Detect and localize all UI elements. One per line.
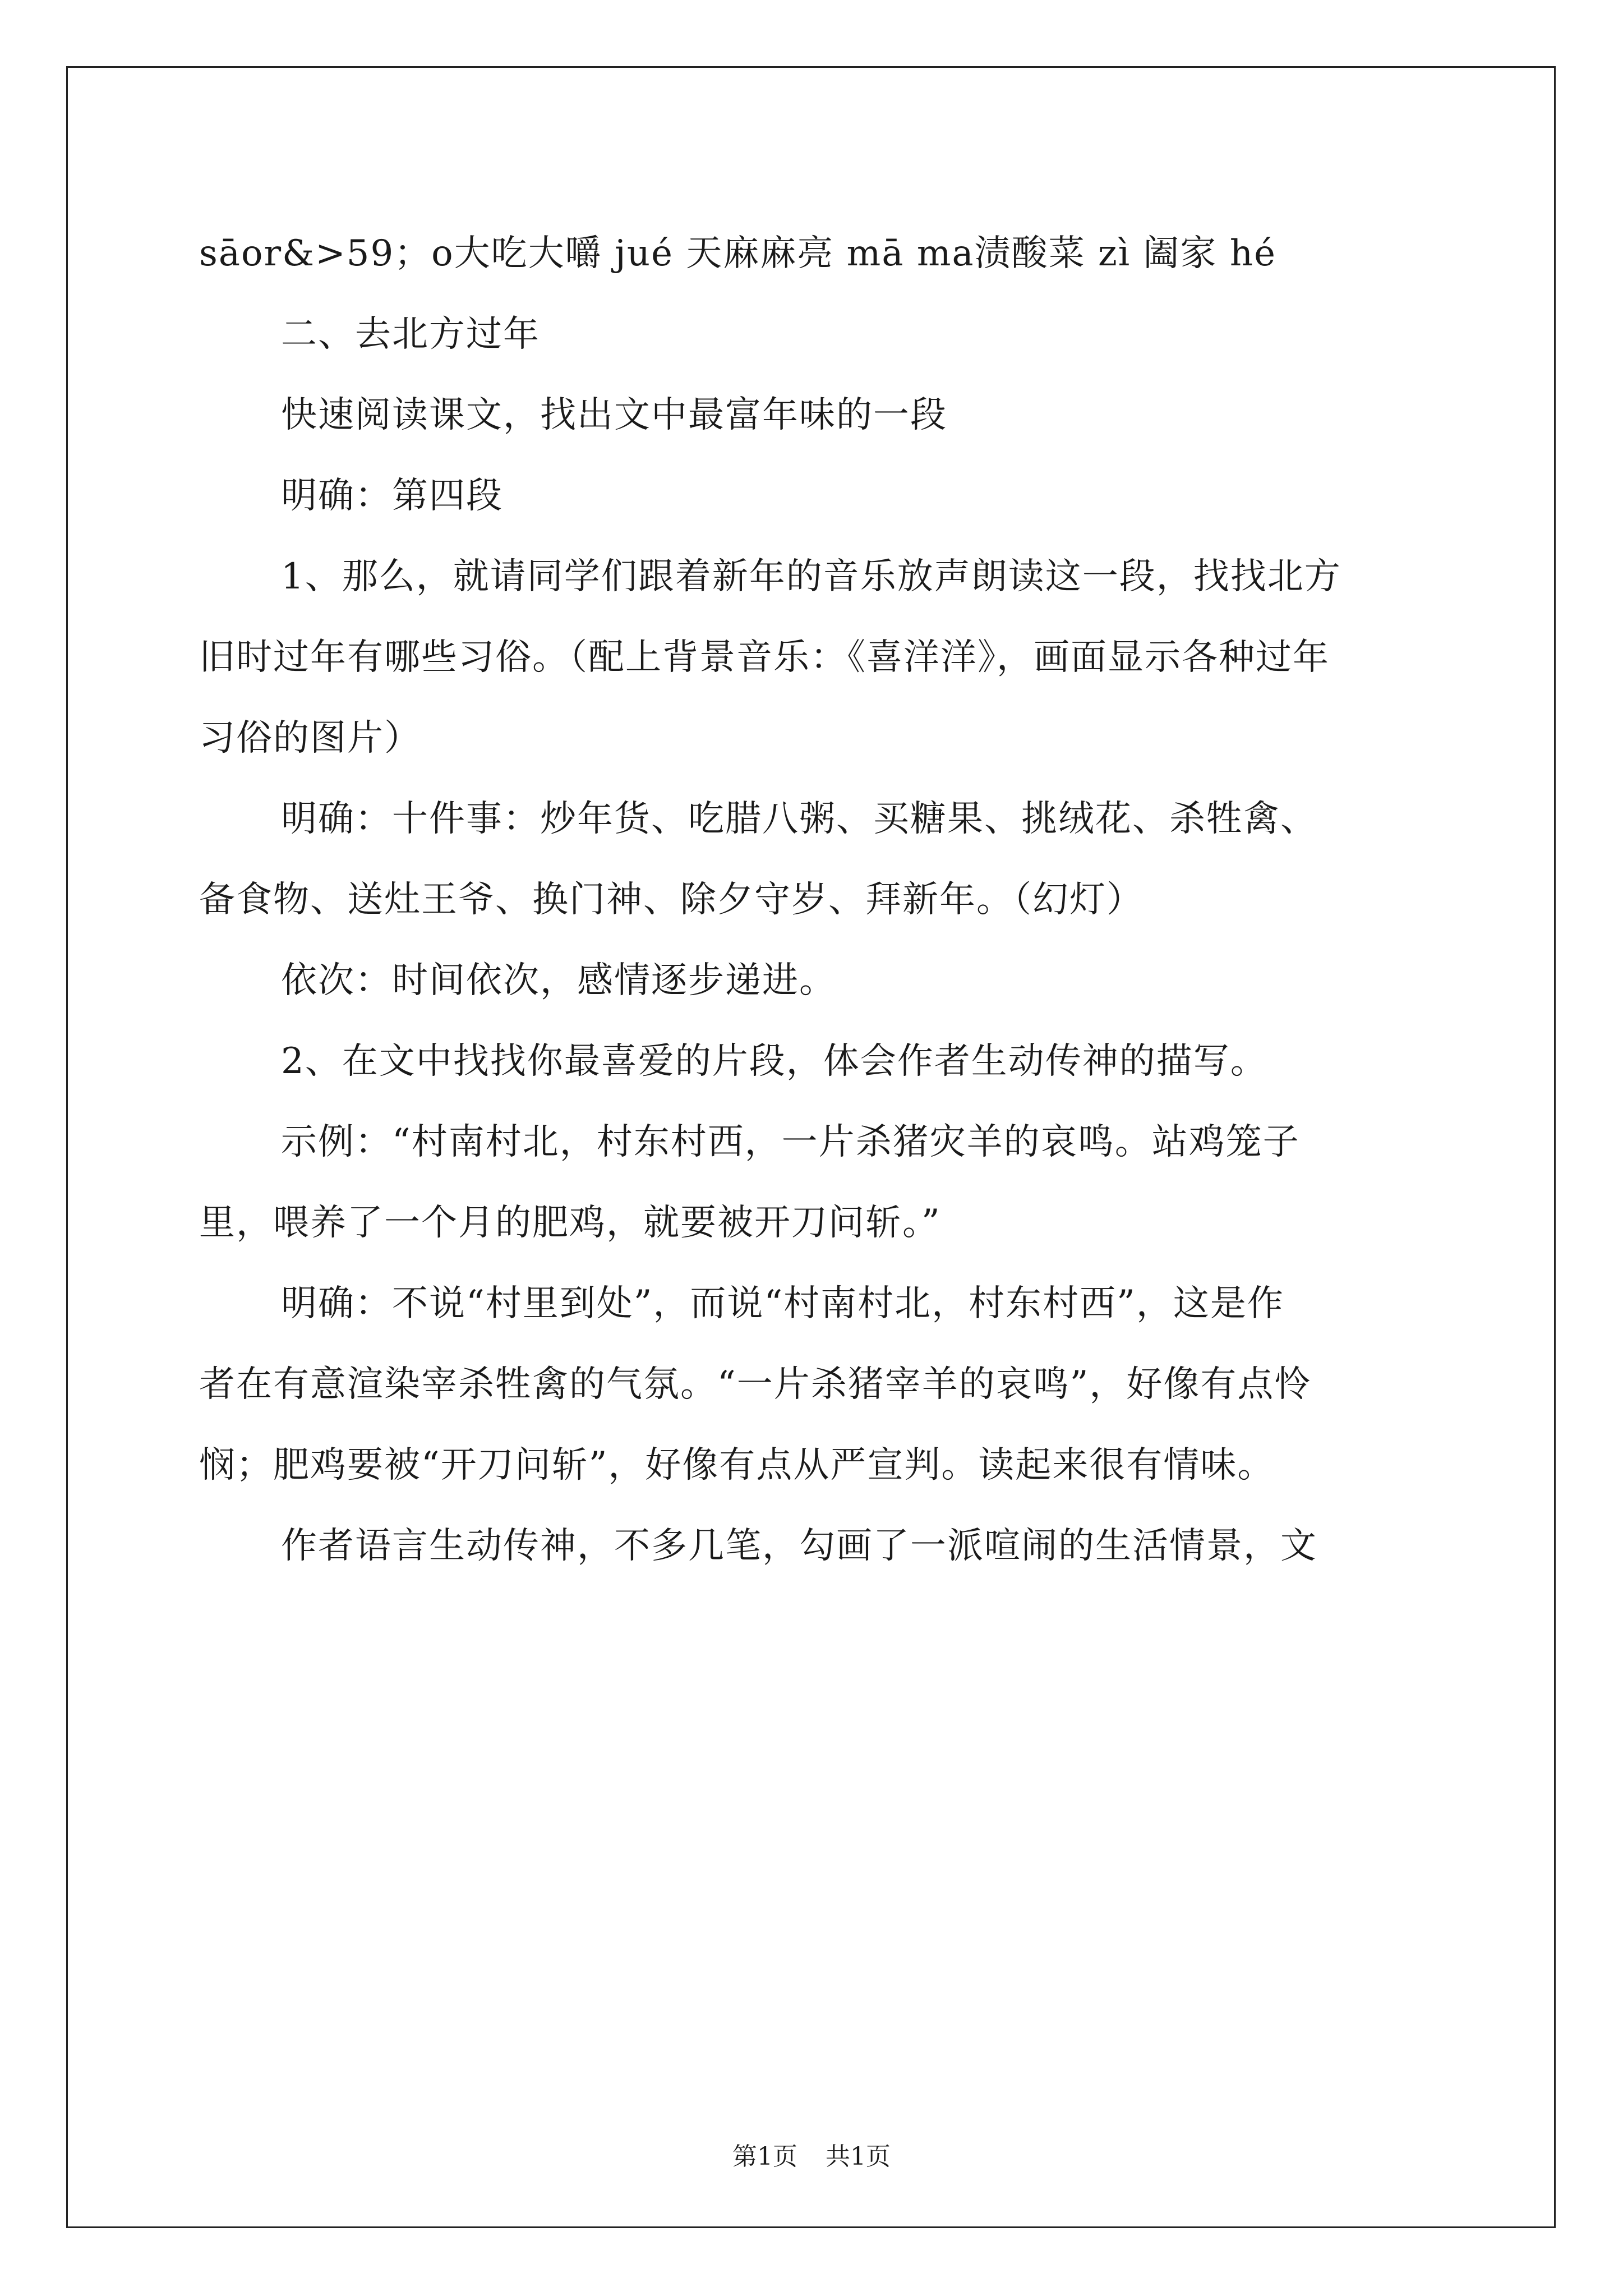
text-line: 悯；肥鸡要被“开刀问斩”，好像有点从严宣判。读起来很有情味。 — [199, 1444, 1275, 1486]
text-line: 2、在文中找找你最喜爱的片段，体会作者生动传神的描写。 — [281, 1041, 1267, 1082]
text-line: 作者语言生动传神，不多几笔，勾画了一派喧闹的生活情景，文 — [281, 1525, 1317, 1567]
text-line: 者在有意渲染宰杀牲禽的气氛。“一片杀猪宰羊的哀鸣”，好像有点怜 — [199, 1364, 1312, 1405]
text-line: 里，喂养了一个月的肥鸡，就要被开刀问斩。” — [199, 1202, 941, 1244]
text-line: 示例：“村南村北，村东村西，一片杀猪灾羊的哀鸣。站鸡笼子 — [281, 1121, 1300, 1163]
section-heading — [199, 294, 1427, 375]
page-footer — [0, 2136, 1623, 2172]
paragraph-order — [199, 940, 1427, 1021]
text-line: 旧时过年有哪些习俗。（配上背景音乐：《喜洋洋》，画面显示各种过年 — [199, 637, 1330, 678]
text-line: 备食物、送灶王爷、换门神、除夕守岁、拜新年。（幻灯） — [199, 879, 1144, 921]
paragraph-answer-2 — [199, 779, 1427, 940]
paragraph-summary — [199, 1506, 1427, 1586]
text-line: 快速阅读课文，找出文中最富年味的一段 — [281, 394, 947, 436]
paragraph-task — [199, 375, 1427, 455]
paragraph-analysis — [199, 1263, 1427, 1506]
paragraph-question-1 — [199, 536, 1427, 779]
paragraph-answer-1 — [199, 455, 1427, 536]
text-line: 明确：第四段 — [281, 475, 503, 517]
text-line: 明确：不说“村里到处”，而说“村南村北，村东村西”，这是作 — [281, 1283, 1284, 1324]
text-line: 明确：十件事：炒年货、吃腊八粥、买糖果、挑绒花、杀牲禽、 — [281, 798, 1317, 840]
text-line: 依次：时间依次，感情逐步递进。 — [281, 960, 836, 1001]
page-total: 共1页 — [826, 2142, 891, 2171]
text-line: 1、那么，就请同学们跟着新年的音乐放声朗读这一段，找找北方 — [281, 556, 1341, 597]
page-number: 第1页 — [732, 2142, 797, 2171]
text-line: sāor&>59；o大吃大嚼 jué 天麻麻亮 mā ma渍酸菜 zì 阖家 hé — [199, 233, 1276, 274]
document-body — [199, 213, 1427, 1586]
paragraph-question-2 — [199, 1021, 1427, 1102]
paragraph-pinyin — [199, 213, 1427, 294]
text-line: 习俗的图片） — [199, 717, 421, 759]
text-line: 二、去北方过年 — [281, 314, 540, 355]
paragraph-example — [199, 1102, 1427, 1263]
